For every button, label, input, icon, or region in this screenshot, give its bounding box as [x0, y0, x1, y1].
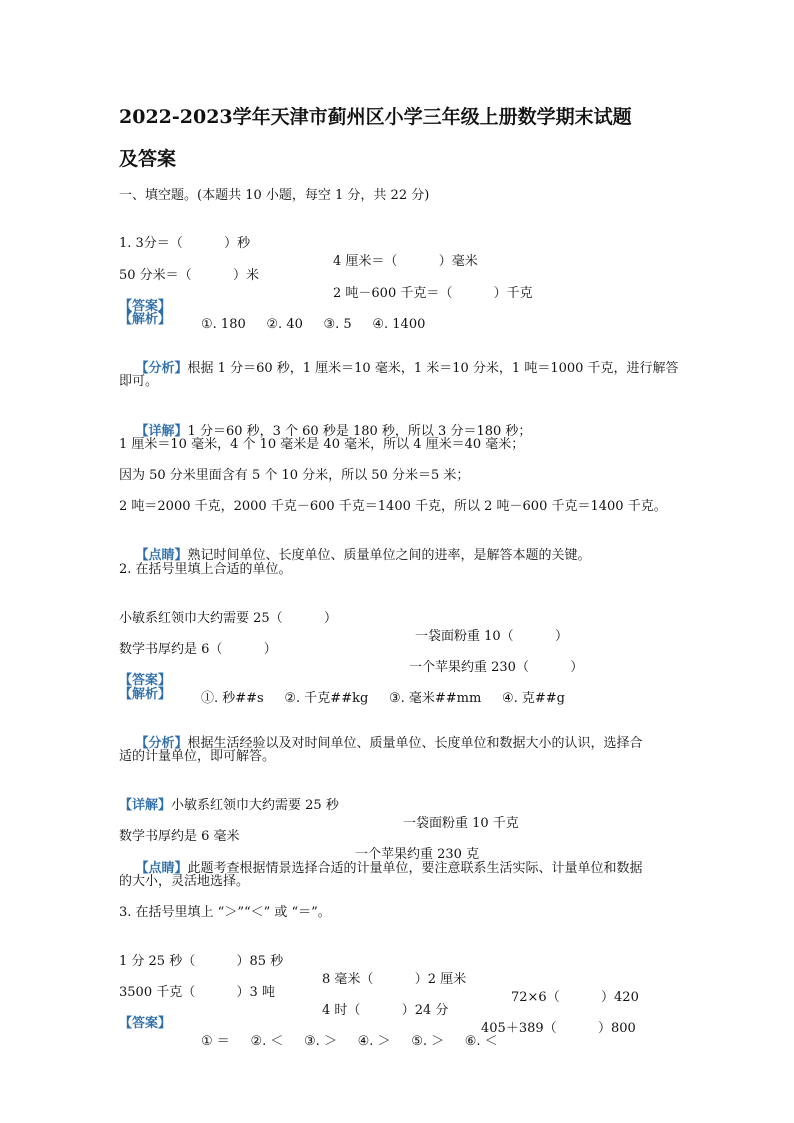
- dianjing-text: 此题考查根据情景选择合适的计量单位，要注意联系生活实际、计量单位和数据: [187, 861, 643, 876]
- q1-fenxi: [119, 342, 679, 396]
- analysis-tag: 【解析】: [119, 687, 172, 702]
- section-heading: 一、填空题。(本题共 10 小题，每空 1 分，共 22 分): [119, 188, 430, 203]
- answer-text: ① ＝ ②. ＜ ③. ＞ ④. ＞ ⑤. ＞ ⑥. ＜: [201, 1034, 498, 1049]
- q1-detail-l3: 因为 50 分米里面含有 5 个 10 分米，所以 50 分米＝5 米；: [119, 468, 470, 483]
- q1-item-a: 1. 3分＝（ ）秒: [119, 236, 251, 251]
- detail-tag: 【详解】: [119, 798, 172, 813]
- answer-tag: 【答案】: [119, 1016, 172, 1031]
- detail-b: 一袋面粉重 10 千克: [403, 816, 519, 831]
- detail-text: 1 分＝60 秒，3 个 60 秒是 180 秒，所以 3 分＝180 秒；: [187, 424, 532, 439]
- detail-tag: 【详解】: [135, 424, 188, 439]
- answer-text: ①. 秒##s ②. 千克##kg ③. 毫米##mm ④. 克##g: [201, 691, 565, 706]
- fenxi-tag: 【分析】: [135, 361, 188, 376]
- fenxi-tag: 【分析】: [135, 736, 188, 751]
- q2-prompt: 2. 在括号里填上合适的单位。: [119, 562, 292, 577]
- q1-fenxi-l2: 即可。: [119, 374, 159, 389]
- answer-tag: 【答案】: [119, 673, 172, 688]
- answer-text: ①. 180 ②. 40 ③. 5 ④. 1400: [201, 317, 426, 332]
- dianjing-tag: 【点睛】: [135, 861, 188, 876]
- q3-item-c: 72×6（ ）420: [511, 990, 639, 1005]
- q1-detail-l4: 2 吨＝2000 千克，2000 千克－600 千克＝1400 千克，所以 2 吨－600 千克＝1400 千克。: [119, 499, 667, 514]
- q3-item-b: 8 毫米（ ）2 厘米: [322, 972, 467, 987]
- q2-item-b: 一袋面粉重 10（ ）: [415, 629, 568, 644]
- q1-item-b: 4 厘米＝（ ）毫米: [333, 254, 478, 269]
- fenxi-text: 根据生活经验以及对时间单位、质量单位、长度单位和数据大小的认识，选择合: [187, 736, 643, 751]
- q2-dianjing-l2: 的大小，灵活地选择。: [119, 874, 250, 889]
- dianjing-text: 熟记时间单位、长度单位、质量单位之间的进率，是解答本题的关键。: [187, 548, 591, 563]
- detail2-b: 一个苹果约重 230 克: [355, 847, 480, 862]
- q2-item-a: 小敏系红领巾大约需要 25（ ）: [119, 611, 337, 626]
- analysis-tag: 【解析】: [119, 312, 172, 327]
- fenxi-text: 根据 1 分＝60 秒，1 厘米＝10 毫米，1 米＝10 分米，1 吨＝1000 千克，进行解答: [187, 361, 679, 376]
- detail-a: 小敏系红领巾大约需要 25 秒: [171, 798, 339, 813]
- q3-prompt: 3. 在括号里填上 “＞”“＜” 或 “＝”。: [119, 905, 331, 920]
- q1-item-d: 2 吨－600 千克＝（ ）千克: [333, 286, 533, 301]
- document-title-line1: 2022-2023学年天津市蓟州区小学三年级上册数学期末试题: [119, 106, 632, 128]
- q3-item-d: 3500 千克（ ）3 吨: [119, 985, 275, 1000]
- q1-item-c: 50 分米＝（ ）米: [119, 268, 259, 283]
- dianjing-tag: 【点睛】: [135, 548, 188, 563]
- q2-item-c: 数学书厚约是 6（ ）: [119, 642, 277, 657]
- answer-tag: 【答案】: [119, 299, 172, 314]
- q2-item-d: 一个苹果约重 230（ ）: [409, 660, 584, 675]
- q3-item-e: 4 时（ ）24 分: [322, 1003, 449, 1018]
- q3-item-a: 1 分 25 秒（ ）85 秒: [119, 954, 284, 969]
- q1-detail-l2: 1 厘米＝10 毫米，4 个 10 毫米是 40 毫米，所以 4 厘米＝40 毫米；: [119, 437, 525, 452]
- document-title-line2: 及答案: [119, 148, 177, 170]
- q3-item-f: 405＋389（ ）800: [481, 1021, 636, 1036]
- q2-fenxi-l2: 适的计量单位，即可解答。: [119, 749, 276, 764]
- detail2-a: 数学书厚约是 6 毫米: [119, 829, 240, 844]
